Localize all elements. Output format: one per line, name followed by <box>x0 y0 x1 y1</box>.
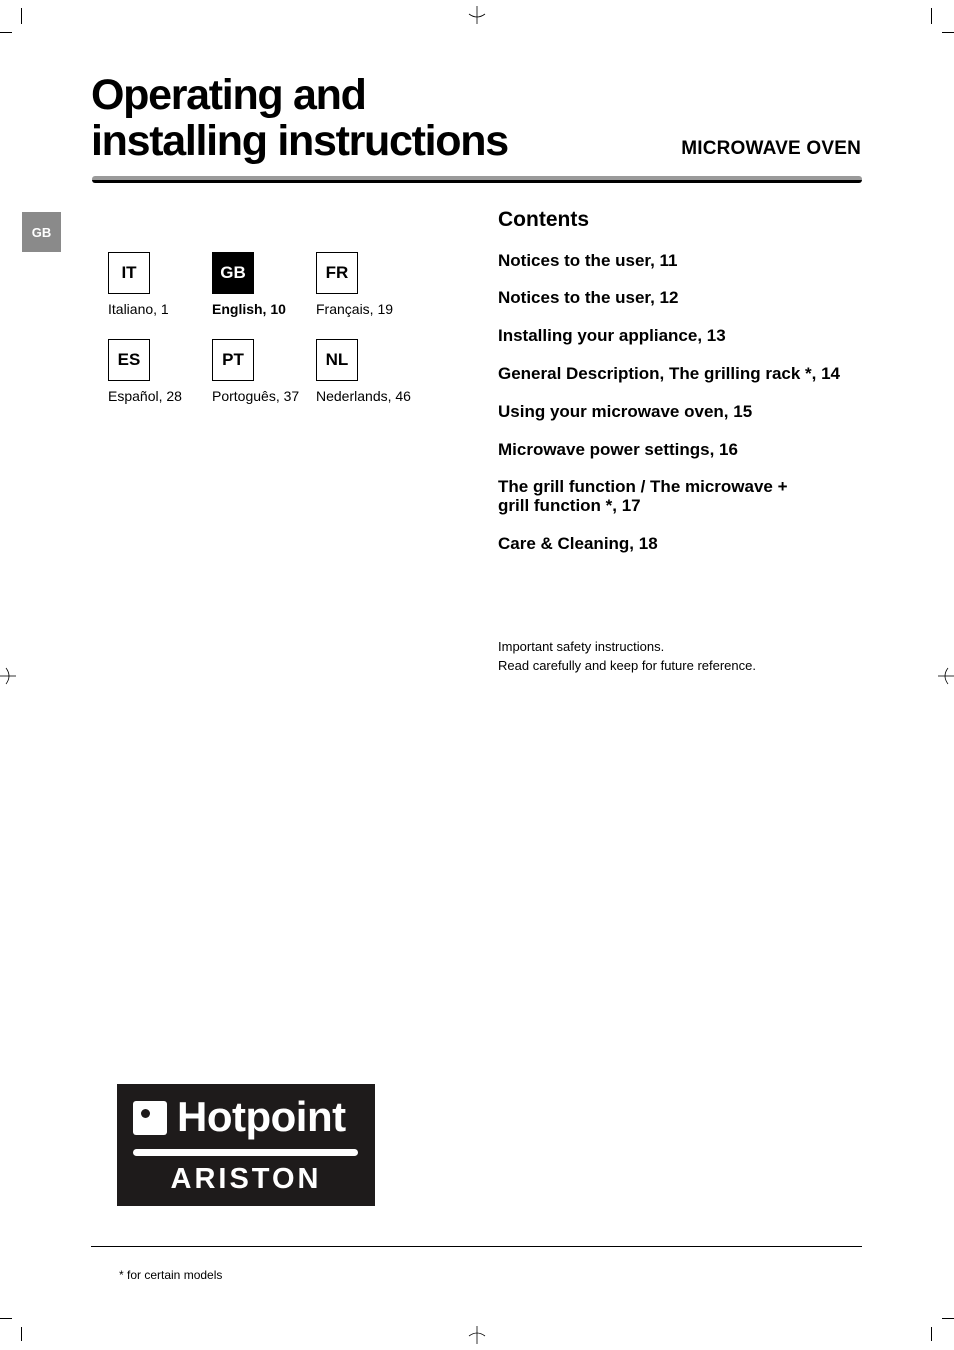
crop-mark <box>942 1318 954 1319</box>
registration-mark-icon <box>467 1326 487 1344</box>
language-code-box: PT <box>212 339 254 381</box>
product-name: MICROWAVE OVEN <box>681 138 861 159</box>
language-label: Nederlands, 46 <box>316 388 411 404</box>
language-code-box-active: GB <box>212 252 254 294</box>
registration-mark-icon <box>938 666 954 686</box>
language-gb[interactable] <box>212 252 322 317</box>
crop-mark <box>21 8 22 24</box>
language-nl[interactable] <box>316 339 426 404</box>
page-title <box>91 72 508 164</box>
toc-item[interactable]: General Description, The grilling rack *, 14 <box>498 364 841 383</box>
crop-mark <box>0 1318 12 1319</box>
language-side-tab: GB <box>22 212 61 252</box>
logo-sub-text: ARISTON <box>170 1163 322 1195</box>
safety-line: Read carefully and keep for future reference. <box>498 658 756 673</box>
language-code-box: IT <box>108 252 150 294</box>
toc-item[interactable]: Installing your appliance, 13 <box>498 326 726 345</box>
language-label-active: English, 10 <box>212 301 286 317</box>
toc-item[interactable]: Using your microwave oven, 15 <box>498 402 753 421</box>
crop-mark <box>931 8 932 24</box>
logo-divider <box>133 1149 358 1156</box>
language-label: Portoguês, 37 <box>212 388 300 404</box>
title-line-2: installing instructions <box>91 117 508 165</box>
title-line-1: Operating and <box>91 71 366 119</box>
language-label: Français, 19 <box>316 301 394 317</box>
logo-brand-text: Hotpoint <box>177 1093 346 1140</box>
header-rule <box>92 176 862 183</box>
language-it[interactable] <box>108 252 218 317</box>
registration-mark-icon <box>467 6 487 24</box>
toc-item-line: The grill function / The microwave + <box>498 477 788 496</box>
crop-mark <box>0 32 12 33</box>
crop-mark <box>931 1327 932 1341</box>
registration-mark-icon <box>0 666 16 686</box>
toc-item[interactable]: Care & Cleaning, 18 <box>498 534 658 553</box>
toc-item[interactable]: Notices to the user, 12 <box>498 288 679 307</box>
contents-heading: Contents <box>498 208 589 231</box>
language-fr[interactable] <box>316 252 426 317</box>
toc-item[interactable] <box>498 477 868 515</box>
language-code-box: FR <box>316 252 358 294</box>
language-code-box: NL <box>316 339 358 381</box>
language-pt[interactable] <box>212 339 322 404</box>
footnote: * for certain models <box>119 1268 223 1282</box>
safety-notice <box>498 637 756 675</box>
toc-item[interactable]: Notices to the user, 11 <box>498 251 678 270</box>
crop-mark <box>942 32 954 33</box>
language-label: Italiano, 1 <box>108 301 169 317</box>
toc-item-line: grill function *, 17 <box>498 496 641 515</box>
language-es[interactable] <box>108 339 218 404</box>
language-label: Español, 28 <box>108 388 182 404</box>
toc-item[interactable]: Microwave power settings, 16 <box>498 440 738 459</box>
crop-mark <box>21 1327 22 1341</box>
brand-logo <box>117 1084 375 1206</box>
language-code-box: ES <box>108 339 150 381</box>
footer-rule <box>91 1246 862 1247</box>
safety-line: Important safety instructions. <box>498 639 665 654</box>
logo-mark-icon <box>133 1101 167 1135</box>
